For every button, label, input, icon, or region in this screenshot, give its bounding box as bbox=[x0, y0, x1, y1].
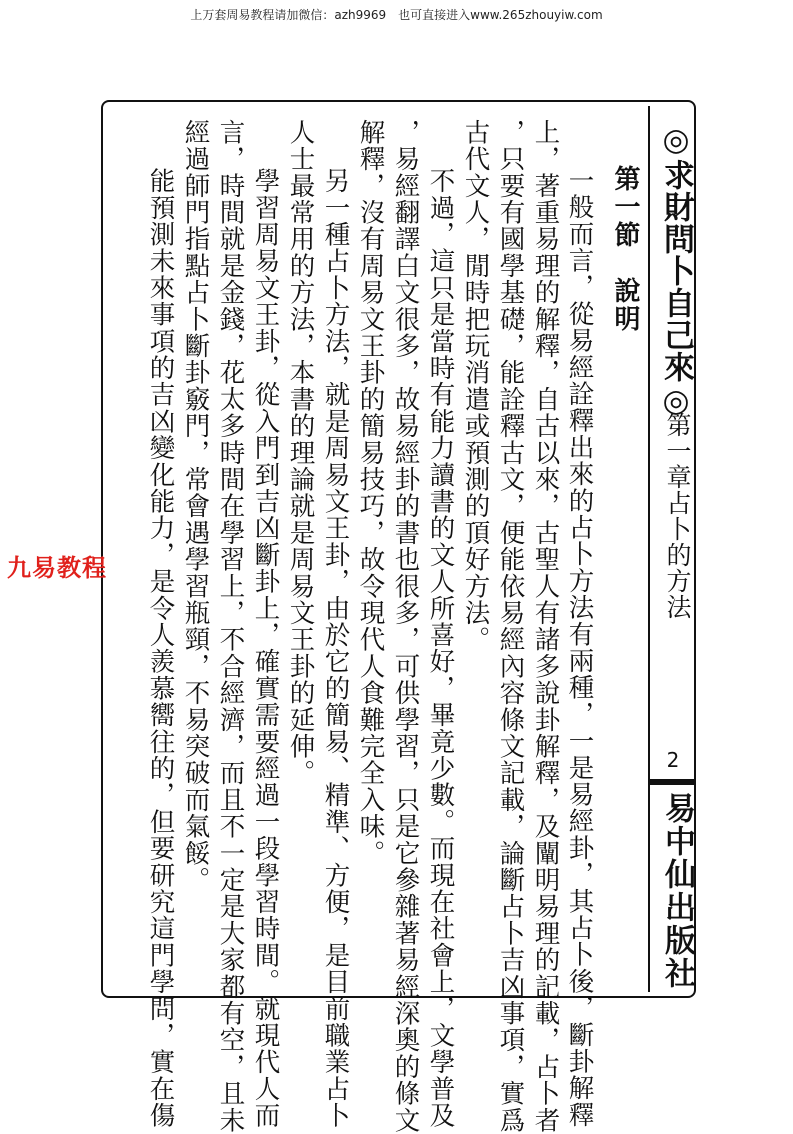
body-column-3: ，只要有國學基礎，能詮釋古文，便能依易經內容條文記載，論斷占卜吉凶事項，實爲 bbox=[495, 119, 526, 1134]
header-divider bbox=[648, 106, 650, 992]
body-column-8: 另一種占卜方法，就是周易文王卦，由於它的簡易、精準、方便，是目前職業占卜 bbox=[320, 141, 351, 1129]
body-column-10: 學習周易文王卦，從入門到吉凶斷卦上，確實需要經過一段學習時間。就現代人而 bbox=[250, 141, 281, 1129]
body-column-12: 經過師門指點占卜斷卦竅門，常會遇學習瓶頸，不易突破而氣餒。 bbox=[180, 119, 211, 894]
page-number-bar bbox=[650, 779, 694, 785]
page-number: 2 bbox=[666, 748, 680, 772]
body-column-6: ，易經翻譯白文很多，故易經卦的書也很多，可供學習，只是它參雜著易經深奧的條文 bbox=[390, 119, 421, 1134]
publisher-name: 易中仙出版社 bbox=[659, 792, 695, 990]
body-column-9: 人士最常用的方法，本書的理論就是周易文王卦的延伸。 bbox=[285, 119, 316, 787]
body-column-7: 解釋，沒有周易文王卦的簡易技巧，故令現代人食難完全入味。 bbox=[355, 119, 386, 867]
book-title: ◎求財問卜自己來◎ bbox=[658, 122, 694, 420]
body-column-5: 不過，這只是當時有能力讀書的文人所喜好，畢竟少數。而現在社會上，文學普及 bbox=[425, 141, 456, 1129]
section-title: 第一節 說明 bbox=[610, 165, 640, 333]
top-banner: 上万套周易教程请加微信：azh9969 也可直接进入www.265zhouyiw.com bbox=[190, 8, 603, 22]
body-column-4: 古代文人，閒時把玩消遣或預測的頂好方法。 bbox=[460, 119, 491, 653]
body-column-13: 能預測未來事項的吉凶變化能力，是令人羨慕嚮往的，但要研究這門學問，實在傷 bbox=[145, 141, 176, 1129]
chapter-title: 第一章占卜的方法 bbox=[663, 412, 692, 620]
watermark-logo: 九易教程 bbox=[7, 554, 107, 582]
body-column-2: 上，著重易理的解釋，自古以來，古聖人有諸多說卦解釋，及闡明易理的記載，占卜者 bbox=[530, 119, 561, 1134]
body-column-11: 言，時間就是金錢，花太多時間在學習上，不合經濟，而且不一定是大家都有空，且未 bbox=[215, 119, 246, 1134]
body-column-1: 一般而言，從易經詮釋出來的占卜方法有兩種，一是易經卦，其占卜後，斷卦解釋 bbox=[564, 167, 595, 1129]
